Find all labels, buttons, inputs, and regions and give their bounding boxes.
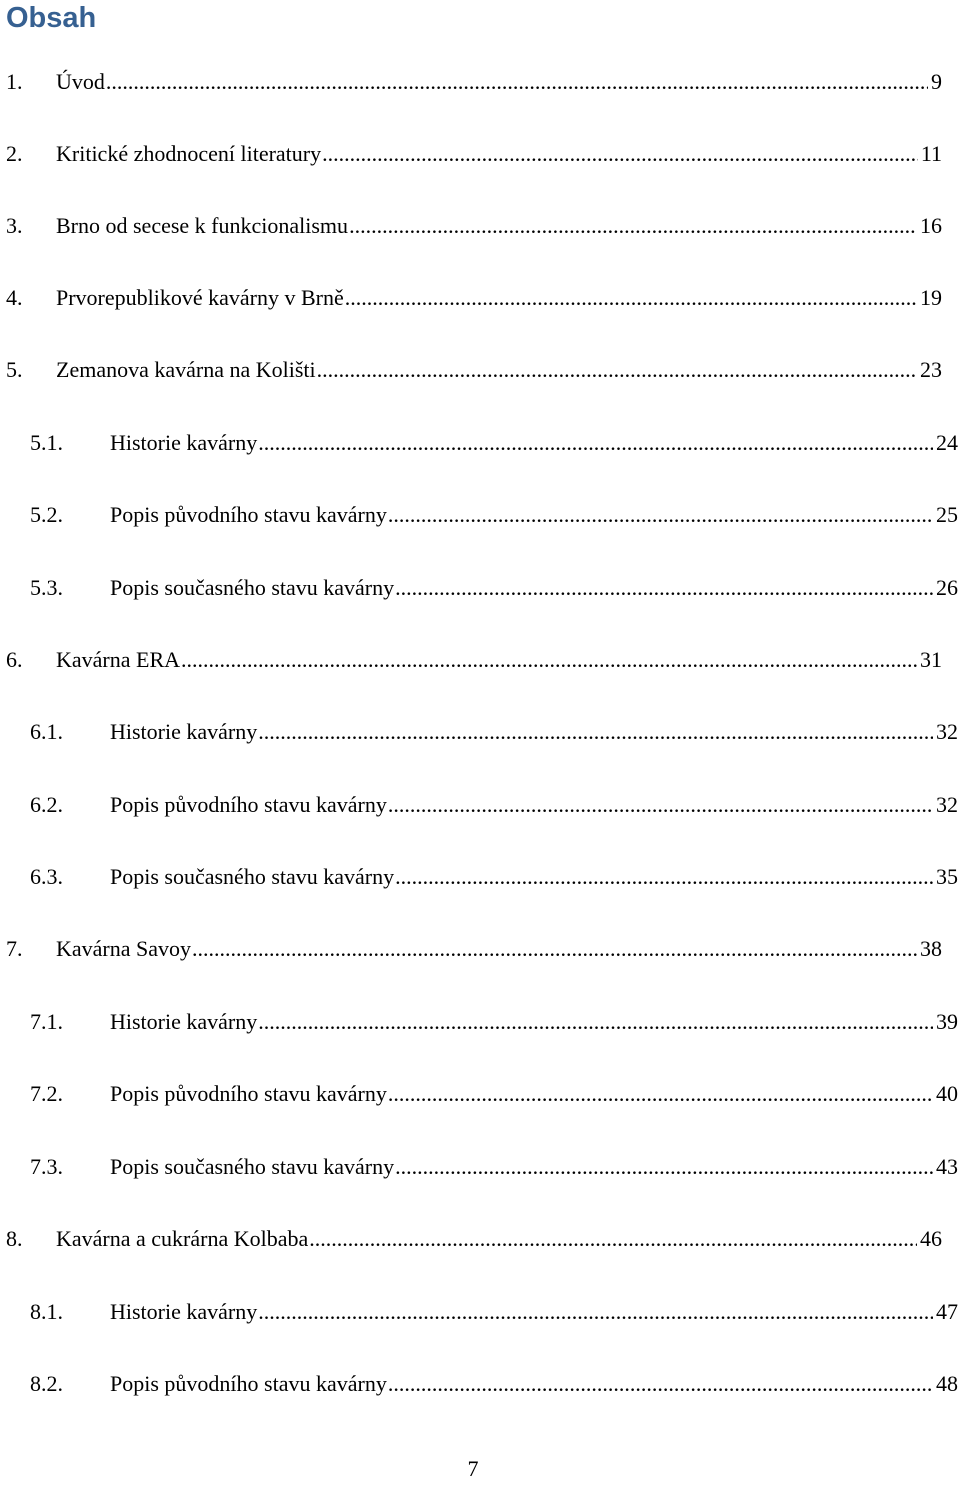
toc-entry-page: 35 xyxy=(936,864,958,889)
dot-leader xyxy=(388,498,933,532)
toc-entry-number: 3. xyxy=(6,213,23,238)
toc-entry-page: 48 xyxy=(936,1371,958,1396)
dot-leader xyxy=(345,281,917,315)
toc-entry-page: 39 xyxy=(936,1009,958,1034)
toc-entry-title: Kavárna Savoy xyxy=(56,936,192,961)
dot-leader xyxy=(322,137,918,171)
toc-entry-8-2[interactable] xyxy=(30,1367,958,1401)
dot-leader xyxy=(388,788,933,822)
toc-entry-page: 46 xyxy=(920,1226,942,1251)
toc-entry-title: Popis původního stavu kavárny xyxy=(110,1081,387,1106)
toc-entry-title: Kavárna a cukrárna Kolbaba xyxy=(56,1226,309,1251)
toc-entry-number: 2. xyxy=(6,141,23,166)
toc-entry-title: Historie kavárny xyxy=(110,1299,258,1324)
toc-entry-page: 43 xyxy=(936,1154,958,1179)
toc-entry-number: 6. xyxy=(6,647,23,672)
toc-entry-number: 6.3. xyxy=(30,864,63,889)
dot-leader xyxy=(258,1005,933,1039)
toc-entry-6[interactable] xyxy=(6,643,942,677)
toc-entry-page: 24 xyxy=(936,430,958,455)
toc-entry-number: 7.2. xyxy=(30,1081,63,1106)
toc-entry-number: 5.1. xyxy=(30,430,63,455)
toc-entry-6-2[interactable] xyxy=(30,788,958,822)
toc-entry-title: Popis současného stavu kavárny xyxy=(110,864,395,889)
toc-entry-number: 7.3. xyxy=(30,1154,63,1179)
toc-entry-page: 47 xyxy=(936,1299,958,1324)
toc-entry-title: Popis původního stavu kavárny xyxy=(110,1371,387,1396)
dot-leader xyxy=(388,1367,933,1401)
toc-entry-1[interactable] xyxy=(6,65,942,99)
toc-entry-title: Popis původního stavu kavárny xyxy=(110,792,387,817)
toc-entry-6-1[interactable] xyxy=(30,715,958,749)
toc-entry-number: 8.2. xyxy=(30,1371,63,1396)
toc-entry-page: 25 xyxy=(936,502,958,527)
toc-entry-page: 11 xyxy=(920,141,942,166)
toc-entry-5-1[interactable] xyxy=(30,426,958,460)
dot-leader xyxy=(258,1295,933,1329)
dot-leader xyxy=(258,715,933,749)
toc-entry-number: 6.1. xyxy=(30,719,63,744)
toc-entry-page: 26 xyxy=(936,575,958,600)
toc-entry-title: Úvod xyxy=(56,69,105,94)
dot-leader xyxy=(258,426,933,460)
toc-entry-5[interactable] xyxy=(6,353,942,387)
toc-entry-number: 6.2. xyxy=(30,792,63,817)
toc-entry-7[interactable] xyxy=(6,932,942,966)
toc-entry-6-3[interactable] xyxy=(30,860,958,894)
toc-entry-number: 1. xyxy=(6,69,23,94)
toc-entry-8[interactable] xyxy=(6,1222,942,1256)
toc-entry-title: Popis současného stavu kavárny xyxy=(110,575,395,600)
toc-entry-5-3[interactable] xyxy=(30,571,958,605)
toc-entry-2[interactable] xyxy=(6,137,942,171)
toc-entry-page: 32 xyxy=(936,792,958,817)
toc-entry-title: Prvorepublikové kavárny v Brně xyxy=(56,285,344,310)
toc-entry-page: 40 xyxy=(936,1081,958,1106)
toc-entry-7-2[interactable] xyxy=(30,1077,958,1111)
toc-entry-number: 8. xyxy=(6,1226,23,1251)
toc-entry-number: 8.1. xyxy=(30,1299,63,1324)
toc-entry-title: Brno od secese k funkcionalismu xyxy=(56,213,349,238)
dot-leader xyxy=(309,1222,917,1256)
toc-entry-title: Historie kavárny xyxy=(110,430,258,455)
toc-entry-page: 32 xyxy=(936,719,958,744)
toc-entry-4[interactable] xyxy=(6,281,942,315)
dot-leader xyxy=(181,643,917,677)
dot-leader xyxy=(395,860,933,894)
toc-entry-number: 7. xyxy=(6,936,23,961)
toc-entry-title: Popis současného stavu kavárny xyxy=(110,1154,395,1179)
toc-entry-number: 7.1. xyxy=(30,1009,63,1034)
toc-entry-title: Historie kavárny xyxy=(110,1009,258,1034)
toc-entry-number: 5.2. xyxy=(30,502,63,527)
toc-entry-title: Zemanova kavárna na Kolišti xyxy=(56,357,316,382)
dot-leader xyxy=(388,1077,933,1111)
toc-entry-page: 38 xyxy=(920,936,942,961)
toc-entry-8-1[interactable] xyxy=(30,1295,958,1329)
toc-entry-number: 4. xyxy=(6,285,23,310)
toc-heading: Obsah xyxy=(6,2,97,34)
toc-entry-page: 23 xyxy=(920,357,942,382)
toc-entry-page: 16 xyxy=(920,213,942,238)
page-number: 7 xyxy=(467,1456,479,1481)
dot-leader xyxy=(317,353,917,387)
dot-leader xyxy=(192,932,917,966)
toc-entry-page: 9 xyxy=(931,69,942,94)
toc-entry-7-1[interactable] xyxy=(30,1005,958,1039)
toc-entry-number: 5. xyxy=(6,357,23,382)
dot-leader xyxy=(395,1150,933,1184)
toc-entry-7-3[interactable] xyxy=(30,1150,958,1184)
toc-entry-number: 5.3. xyxy=(30,575,63,600)
dot-leader xyxy=(349,209,917,243)
toc-entry-title: Kavárna ERA xyxy=(56,647,181,672)
dot-leader xyxy=(395,571,933,605)
toc-entry-page: 19 xyxy=(920,285,942,310)
toc-entry-5-2[interactable] xyxy=(30,498,958,532)
toc-entry-3[interactable] xyxy=(6,209,942,243)
toc-entry-title: Kritické zhodnocení literatury xyxy=(56,141,322,166)
dot-leader xyxy=(106,65,928,99)
toc-entry-title: Popis původního stavu kavárny xyxy=(110,502,387,527)
toc-entry-page: 31 xyxy=(920,647,942,672)
toc-entry-title: Historie kavárny xyxy=(110,719,258,744)
